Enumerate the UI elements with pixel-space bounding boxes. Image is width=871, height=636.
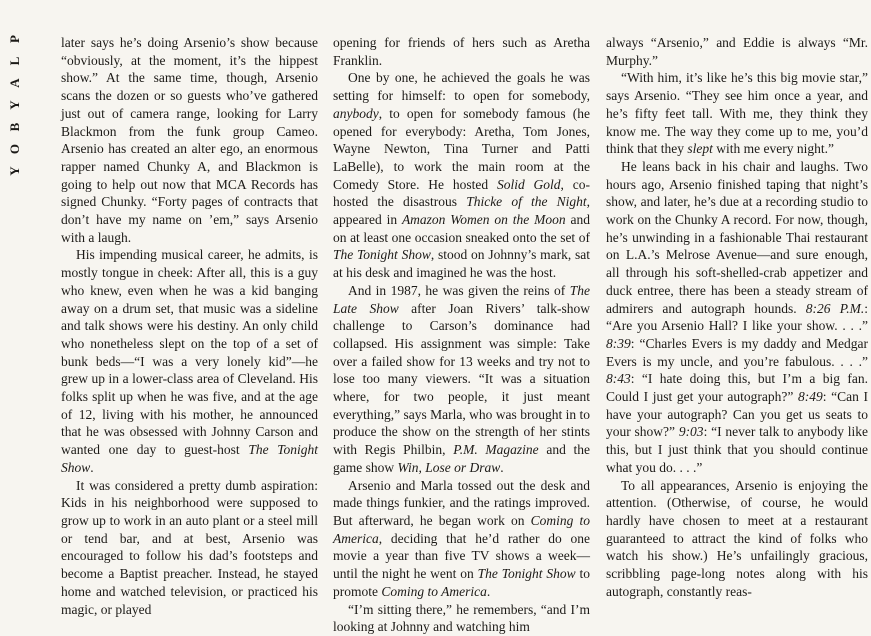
italic-title: Amazon Women on the Moon xyxy=(401,212,566,228)
text-column-2 xyxy=(333,34,590,635)
paragraph: opening for friends of hers such as Aretha Franklin. xyxy=(333,35,590,68)
paragraph: And in 1987, he was given the reins of The Late Show after Joan Rivers’ talk-show challenge to Carson’s dominance had collapsed. His assignment was simple: Take over a failed show for 13 weeks and try not to lose too many viewers. “It was a situation where, for two people, it just meant everything,” says Marla, who was brought in to produce the show on the strength of her stints with Regis Philbin, P.M. Magazine and the game show Win, Lose or Draw. xyxy=(333,282,590,475)
italic-title: Coming to America xyxy=(333,512,590,546)
text-column-1 xyxy=(61,34,318,617)
paragraph: One by one, he achieved the goals he was setting for himself: to open for somebody, anybody, to open for somebody famous (he opened for everybody: Aretha, Tom Jones, Wayne Newton, Tina Turner and Patti LaBelle), to work the main room at the Comedy Store. He hosted Solid Gold, co-hosted the disastrous Thicke of the Night, appeared in Amazon Women on the Moon and on at least one occasion sneaked onto the set of The Tonight Show, stood on Johnny’s mark, sat at his desk and imagined he was the host. xyxy=(333,70,590,281)
italic-title: 8:26 P.M. xyxy=(805,300,865,316)
running-head-letter: Y xyxy=(7,166,22,176)
italic-title: Solid Gold xyxy=(496,176,561,192)
paragraph: “With him, it’s like he’s this big movie star,” says Arsenio. “They see him once a year, and he’s fifty feet tall. With me, they think they know me. The way they come up to me, you’d think that they slept with me every night.” xyxy=(606,70,868,157)
italic-title: Thicke of the Night xyxy=(466,194,587,210)
text-column-3 xyxy=(606,34,868,605)
italic-title: Coming to America xyxy=(381,583,487,599)
running-head-letter: O xyxy=(7,143,22,155)
italic-title: The Tonight Show xyxy=(477,566,576,582)
running-head-letter: P xyxy=(7,35,22,43)
paragraph: Arsenio and Marla tossed out the desk and made things funkier, and the ratings improved. But afterward, he began work on Coming to America, deciding that he’d rather do one movie a year than five TV shows a week—until the night he went on The Tonight Show to promote Coming to America. xyxy=(333,477,590,599)
italic-title: 8:49 xyxy=(797,389,823,405)
italic-title: The Late Show xyxy=(333,282,590,316)
paragraph: later says he’s doing Arsenio’s show because “obviously, at the moment, it’s the hippest show.” At the same time, though, Arsenio scans the dozen or so guests who’ve gathered just out of camera range, looking for Larry Blackmon from the funk group Cameo. Arsenio has created an alter ego, an enormous rapper named Chunky A, and Blackmon is going to help out now that MCA Records has signed Chunky. “Forty pages of contracts that don’t have my name on ’em,” says Arsenio with a laugh. xyxy=(61,35,318,245)
italic-title: The Tonight Show xyxy=(333,247,431,263)
paragraph: To all appearances, Arsenio is enjoying the attention. (Otherwise, of course, he would hardly have chosen to meet at a restaurant guaranteed to attract the kind of folks who watch his show.) He’s unfailingly gracious, scribbling page-long notes along with his autograph, constantly reas- xyxy=(606,477,868,599)
italic-title: 9:03 xyxy=(678,424,704,440)
running-head-letter: Y xyxy=(7,100,22,110)
running-head-letter: B xyxy=(7,122,22,132)
italic-title: anybody xyxy=(333,105,379,121)
italic-title: Win, Lose or Draw xyxy=(397,459,501,475)
italic-title: slept xyxy=(687,141,713,157)
italic-title: 8:43 xyxy=(606,371,631,387)
paragraph: He leans back in his chair and laughs. Two hours ago, Arsenio finished taping that night’s show, and later, he’s due at a recording studio to work on the Chunky A record. For now, though, he’s unwinding in a fashionable Thai restaurant on L.A.’s Melrose Avenue—and sure enough, all through his soft-shelled-crab appetizer and duck entree, there has been a steady stream of admirers and autograph hounds. 8:26 P.M.: “Are you Arsenio Hall? I like your show. . . .” 8:39: “Charles Evers is my daddy and Medgar Evers is my uncle, and you’re fabulous. . . .” 8:43: “I hate doing this, but I’m a big fan. Could I just get your autograph?” 8:49: “Can I have your autograph? Can you get us seats to your show?” 9:03: “I never talk to anybody like this, but I just think that you should continue what you do. . . .” xyxy=(606,158,868,475)
running-head-letter: A xyxy=(7,78,22,88)
italic-title: 8:39 xyxy=(606,335,631,351)
italic-title: The Tonight Show xyxy=(61,442,318,475)
running-head-vertical xyxy=(0,28,30,182)
italic-title: P.M. Magazine xyxy=(453,442,539,458)
paragraph: always “Arsenio,” and Eddie is always “Mr. Murphy.” xyxy=(606,35,868,68)
paragraph: “I’m sitting there,” he remembers, “and I’m looking at Johnny and watching him xyxy=(333,601,590,635)
paragraph: It was considered a pretty dumb aspiration: Kids in his neighborhood were supposed to grow up to work in an auto plant or a steel mill or tend bar, and at best, Arsenio was encouraged to follow his dad’s footsteps and become a Baptist preacher. Instead, he stayed home and watched television, or practiced his magic, or played xyxy=(61,477,318,617)
running-head-letter: L xyxy=(7,56,22,66)
paragraph: His impending musical career, he admits, is mostly tongue in cheek: After all, this is a guy who knew, even when he was a kid banging away on a drum set, that music was a sideline and talk shows were his destiny. An only child who nonetheless slept on the top of a set of bunk beds—“I was a very lonely kid”—he grew up in a lower-class area of Cleveland. His folks split up when he was five, and at the age of 12, living with his mother, he announced that he was obsessed with Johnny Carson and wanted one day to guest-host The Tonight Show. xyxy=(61,247,318,475)
